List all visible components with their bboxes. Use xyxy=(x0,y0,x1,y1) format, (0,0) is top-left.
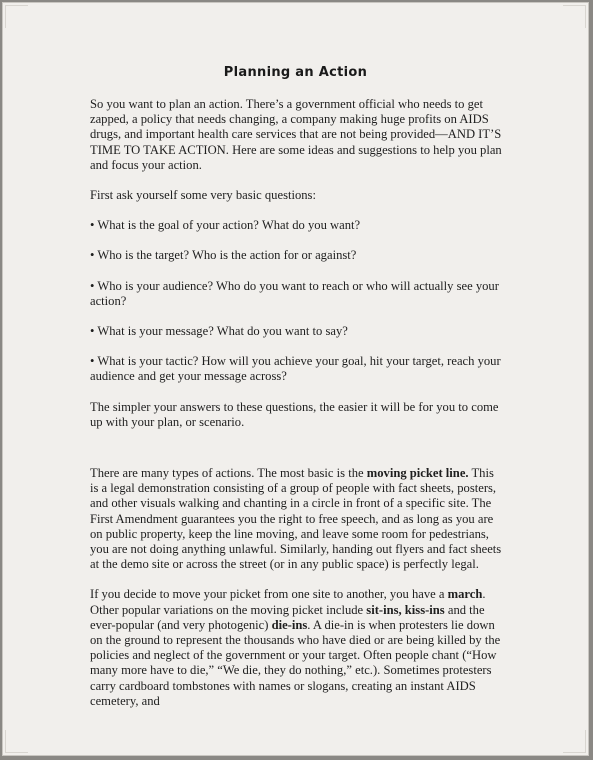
term-march: march xyxy=(447,587,483,602)
term-moving-picket-line: moving picket line. xyxy=(366,466,469,481)
question-item: • Who is the target? Who is the action for or against? xyxy=(90,248,357,263)
questions-lead: First ask yourself some very basic questions: xyxy=(90,188,316,203)
page-title: Planning an Action xyxy=(223,65,368,80)
march-paragraph: If you decide to move your picket from one site to another, you have a march. Other popular variations on the moving picket include sit-ins, kiss-ins and the ever-popular (and very photogenic) die-ins. A die-in is when protesters lie down on the ground to represent the thousands who have died or are being killed by the policies and neglect of the government or your target. Often people chant (“How many more have to die,” “We die, they do nothing,” etc.). Sometimes protesters carry cardboard tombstones with names or slogans, creating an instant AIDS cemetery, and xyxy=(90,587,501,708)
term-kiss-ins: kiss-ins xyxy=(404,602,445,617)
question-item: • Who is your audience? Who do you want to reach or who will actually see your action? xyxy=(90,278,499,308)
question-item: • What is your message? What do you want to say? xyxy=(90,324,348,339)
term-die-ins: die-ins xyxy=(271,617,308,632)
intro-paragraph: So you want to plan an action. There’s a government official who needs to get zapped, a policy that needs changing, a company making huge profits on AIDS drugs, and important health care services that are not being provided—AND IT’S TIME TO TAKE ACTION. Here are some ideas and suggestions to help you plan and focus your action. xyxy=(90,97,502,172)
picket-paragraph: There are many types of actions. The most basic is the moving picket line. This is a legal demonstration consisting of a group of people with fact sheets, posters, and other visuals walking and chanting in a circle in front of a specific site. The First Amendment guarantees you the right to free speech, and as long as you are on public property, keep the line moving, and leave some room for pedestrians, you are not doing anything unlawful. Similarly, handing out flyers and fact sheets at the demo site or across the street (or in any public space) is perfectly legal. xyxy=(90,466,502,572)
photo-corner-top-left xyxy=(5,5,28,28)
document-body xyxy=(90,97,505,709)
question-item: • What is your tactic? How will you achieve your goal, hit your target, reach your audience and get your message across? xyxy=(90,354,501,384)
photo-corner-bottom-right xyxy=(563,730,586,753)
term-sit-ins: sit-ins, xyxy=(366,602,402,617)
photo-corner-top-right xyxy=(563,5,586,28)
document-page xyxy=(2,2,589,756)
simpler-paragraph: The simpler your answers to these questions, the easier it will be for you to come up with your plan, or scenario. xyxy=(90,399,499,429)
photo-corner-bottom-left xyxy=(5,730,28,753)
question-item: • What is the goal of your action? What do you want? xyxy=(90,218,361,233)
